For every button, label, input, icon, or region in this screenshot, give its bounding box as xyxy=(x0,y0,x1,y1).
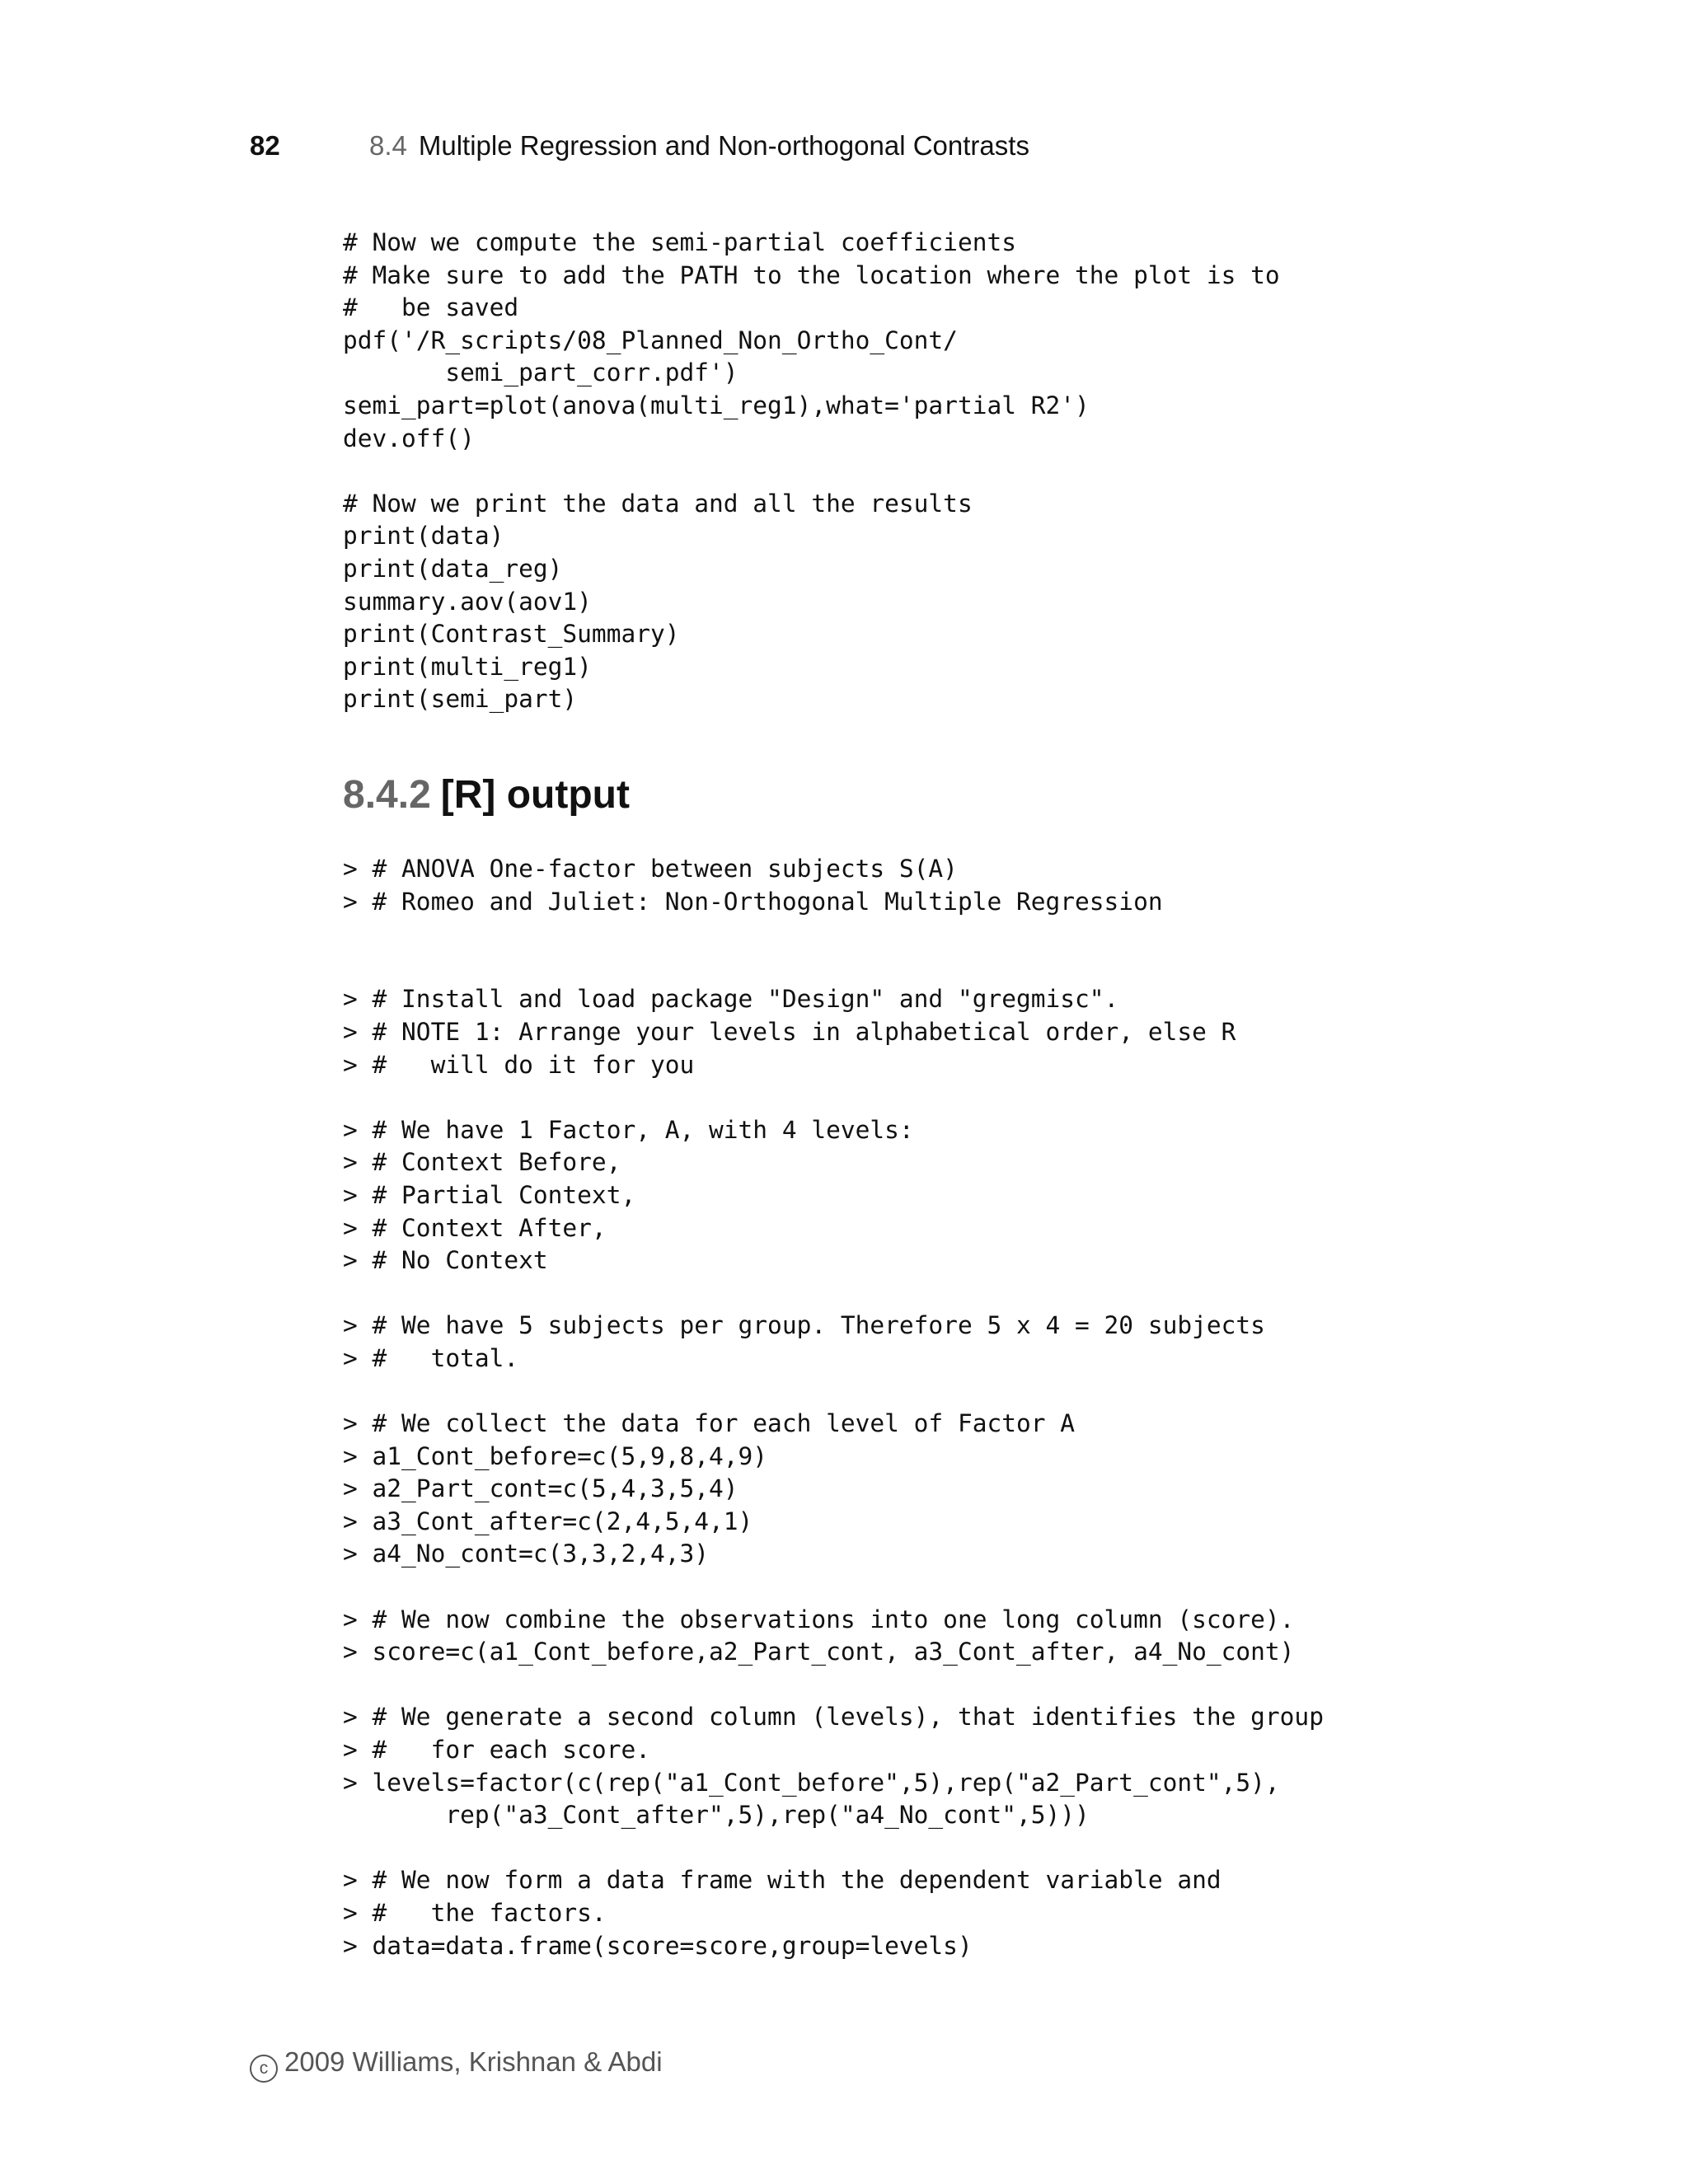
copyright-icon: c xyxy=(250,2055,278,2083)
header-section-title: Multiple Regression and Non-orthogonal Contrasts xyxy=(418,130,1029,161)
copyright-footer xyxy=(250,2044,663,2083)
subsection-title: [R] output xyxy=(440,773,630,817)
copyright-text: 2009 Williams, Krishnan & Abdi xyxy=(284,2046,663,2077)
subsection-heading xyxy=(343,771,630,820)
subsection-number: 8.4.2 xyxy=(343,773,431,817)
page-number: 82 xyxy=(250,130,280,161)
r-script-code-block: # Now we compute the semi-partial coefficients # Make sure to add the PATH to the location where the plot is to # be saved pdf('/R_scripts/08_Planned_Non_Ortho_Cont/ semi_part_corr.pdf') semi_part=plot(anova(multi_reg1),what='partial R2') dev.off() # Now we print the data and all the results print(data) print(data_reg) summary.aov(aov1) print(Contrast_Summary) print(multi_reg1) print(semi_part) xyxy=(343,228,1280,714)
running-header xyxy=(250,125,1029,166)
r-output-code-block: > # ANOVA One-factor between subjects S(A) > # Romeo and Juliet: Non-Orthogonal Multiple Regression > # Install and load package "Design" and "gregmisc". > # NOTE 1: Arrange your levels in alphabetical order, else R > # will do it for you > # We have 1 Factor, A, with 4 levels: > # Context Before, > # Partial Context, > # Context After, > # No Context > # We have 5 subjects per group. Therefore 5 x 4 = 20 subjects > # total. > # We collect the data for each level of Factor A > a1_Cont_before=c(5,9,8,4,9) > a2_Part_cont=c(5,4,3,5,4) > a3_Cont_after=c(2,4,5,4,1) > a4_No_cont=c(3,3,2,4,3) > # We now combine the observations into one long column (score). > score=c(a1_Cont_before,a2_Part_cont, a3_Cont_after, a4_No_cont) > # We generate a second column (levels), that identifies the group > # for each score. > levels=factor(c(rep("a1_Cont_before",5),rep("a2_Part_cont",5), rep("a3_Cont_after",5),rep("a4_No_cont",5))) > # We now form a data frame with the dependent variable and > # the factors. > data=data.frame(score=score,group=levels) xyxy=(343,855,1324,1960)
header-section-number: 8.4 xyxy=(369,130,407,161)
